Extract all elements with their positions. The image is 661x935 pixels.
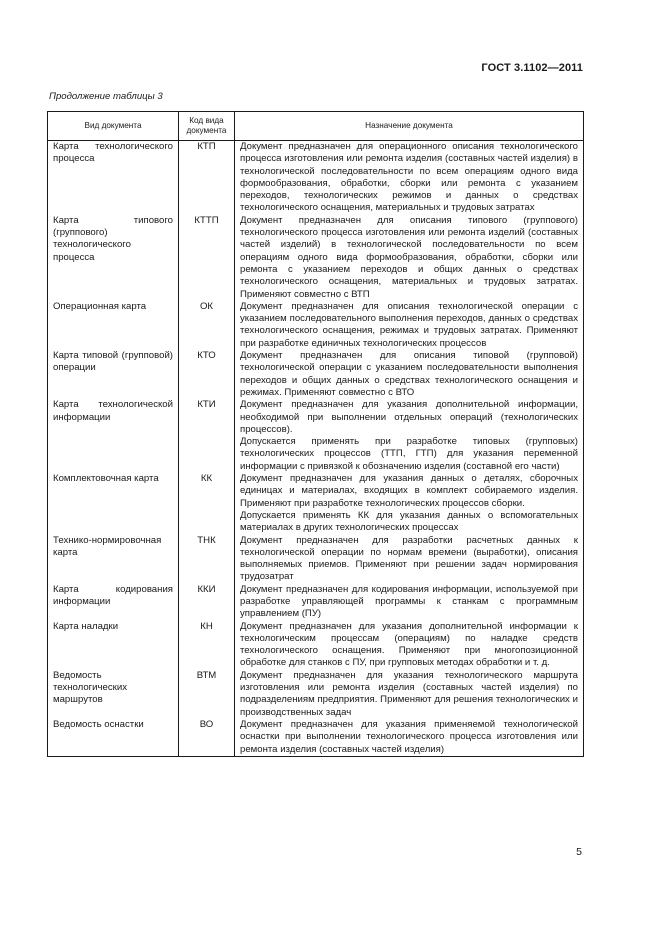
purpose-paragraph: Документ предназначен для разработки расчетных данных к технологической операции по нормам времени (выработки), описания выполняемых приемов. Применяют при решении задач нормирования трудозатрат — [240, 534, 578, 583]
document-type-name: Карта типовой (групповой) операции — [48, 350, 179, 399]
document-type-name: Комплектовочная карта — [48, 473, 179, 534]
column-header-name: Вид документа — [48, 112, 179, 141]
purpose-paragraph: Документ предназначен для кодирования информации, используемой при разработке управляющей программы к станкам с программным управлением (ПУ) — [240, 583, 578, 620]
purpose-paragraph: Документ предназначен для описания типового (группового) технологического процесса изготовления или ремонта изделий (составных частей изделий) в технологической последовательности по всем операциям одного вида формообразования, обработки, сборки или ремонта с указанием переходов и общих данных о средствах технологического оснащения, материальных и трудовых затратах. Применяют совместно с ВТП — [240, 214, 578, 300]
table-header-row — [48, 112, 584, 141]
purpose-paragraph: Допускается применять при разработке типовых (групповых) технологических процессов (ТТП, ГТП) для указания переменной информации с привязкой к обозначению изделия (составной его части) — [240, 436, 578, 472]
document-type-purpose — [235, 215, 584, 301]
purpose-paragraph: Документ предназначен для указания данных о деталях, сборочных единицах и материалах, входящих в комплект собираемого изделия. Применяют при разработке технологических процессов сборки. — [240, 473, 578, 509]
table-row — [48, 621, 584, 670]
table-row — [48, 141, 584, 215]
document-type-purpose — [235, 621, 584, 670]
table-row — [48, 399, 584, 473]
purpose-paragraph: Документ предназначен для описания технологической операции с указанием последовательного выполнения переходов, данных о средствах технологического оснащения, режимах и трудовых затратах. Применяют при разработке единичных технологических процессов — [240, 300, 578, 349]
document-type-name: Операционная карта — [48, 301, 179, 350]
document-type-purpose — [235, 535, 584, 584]
table-body — [48, 141, 584, 757]
document-type-code: КК — [179, 473, 235, 534]
table-row — [48, 670, 584, 719]
document-type-code: ВО — [179, 719, 235, 756]
table-row — [48, 473, 584, 534]
document-type-name: Карта технологического процесса — [48, 141, 179, 215]
purpose-paragraph: Документ предназначен для указания применяемой технологической оснастки при выполнении технологического процесса изготовления или ремонта изделия (составных частей изделия) — [240, 718, 578, 755]
document-type-name: Карта наладки — [48, 621, 179, 670]
document-type-code: ОК — [179, 301, 235, 350]
document-type-name: Ведомость технологических маршрутов — [48, 670, 179, 719]
document-type-code: КТТП — [179, 215, 235, 301]
document-type-code: КН — [179, 621, 235, 670]
purpose-paragraph: Документ предназначен для указания технологического маршрута изготовления или ремонта изделия (составных частей изделия) по подразделениям предприятия. Применяют для решения технологических и производственных задач — [240, 669, 578, 718]
document-type-code: ККИ — [179, 584, 235, 621]
document-type-name: Ведомость оснастки — [48, 719, 179, 756]
purpose-paragraph: Документ предназначен для указания дополнительной информации к технологическим процессам (операциям) по наладке средств технологического оснащения. Применяют при многопозиционной обработке для станков с ПУ, при групповых методах обработки и т. д. — [240, 620, 578, 669]
document-type-code: КТП — [179, 141, 235, 215]
document-type-code: ТНК — [179, 535, 235, 584]
document-type-purpose — [235, 473, 584, 534]
table-row — [48, 301, 584, 350]
document-type-name: Карта технологической информации — [48, 399, 179, 473]
purpose-paragraph: Документ предназначен для указания дополнительной информации, необходимой при выполнении отдельных операций (технологических процессов). — [240, 399, 578, 435]
purpose-paragraph: Документ предназначен для операционного описания технологического процесса изготовления или ремонта изделия (составных частей изделия) в технологической последовательности по всем операциям одного вида формообразования, обработки, сборки или ремонта с указанием переходов, технологических режимов и данных о средствах технологического оснащения, материальных и трудовых затратах — [240, 141, 578, 214]
purpose-paragraph: Допускается применять КК для указания данных о вспомогательных материалах в других технологических процессах — [240, 509, 578, 534]
table-row — [48, 584, 584, 621]
document-type-name: Карта типового (группового) технологического процесса — [48, 215, 179, 301]
document-type-purpose — [235, 301, 584, 350]
table-row — [48, 350, 584, 399]
document-type-code: КТО — [179, 350, 235, 399]
document-type-purpose — [235, 350, 584, 399]
page-number: 5 — [576, 846, 582, 858]
column-header-code: Код вида документа — [179, 112, 235, 141]
table-row — [48, 719, 584, 756]
document-type-name: Карта кодирования информации — [48, 584, 179, 621]
document-type-name: Технико-нормировочная карта — [48, 535, 179, 584]
document-type-code: ВТМ — [179, 670, 235, 719]
document-type-purpose — [235, 399, 584, 473]
document-types-table — [47, 111, 584, 757]
document-type-code: КТИ — [179, 399, 235, 473]
table-row — [48, 215, 584, 301]
document-header-standard: ГОСТ 3.1102—2011 — [481, 62, 583, 74]
document-type-purpose — [235, 141, 584, 215]
column-header-purpose: Назначение документа — [235, 112, 584, 141]
document-type-purpose — [235, 719, 584, 756]
table-row — [48, 535, 584, 584]
document-type-purpose — [235, 670, 584, 719]
document-type-purpose — [235, 584, 584, 621]
purpose-paragraph: Документ предназначен для описания типовой (групповой) технологической операции с указанием последовательности выполнения переходов и общих данных о средствах технологического оснащения и режимах. Применяют совместно с ВТО — [240, 350, 578, 398]
table-caption: Продолжение таблицы 3 — [49, 91, 163, 102]
